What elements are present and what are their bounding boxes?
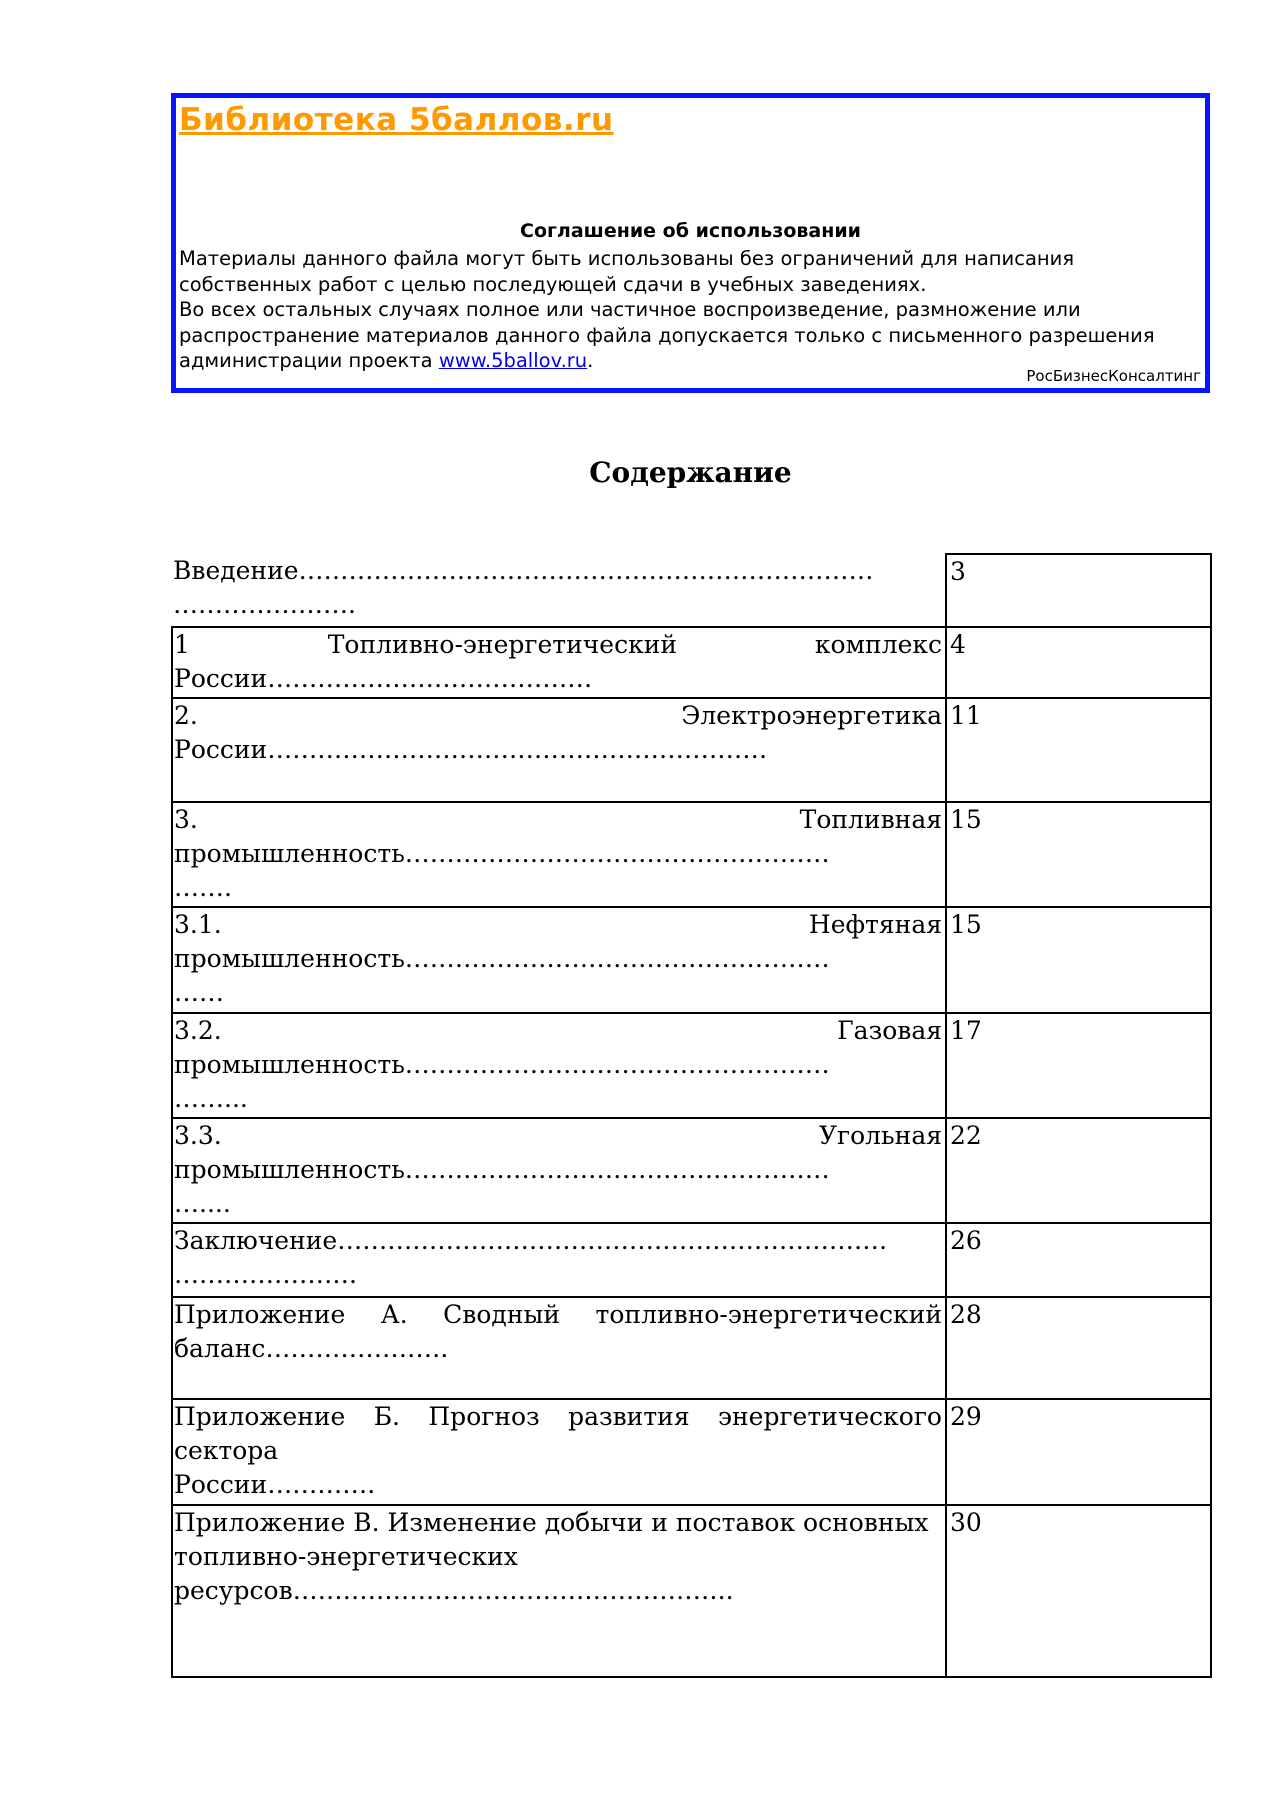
toc-entry-line: 3. Топливная [174,805,942,834]
agreement-body [179,246,1197,374]
toc-entry-line: ……. [174,873,232,902]
toc-row [172,1223,1211,1297]
toc-row [172,802,1211,907]
toc-entry-line: 3.2. Газовая [174,1016,942,1045]
toc-entry [172,1013,946,1118]
toc-title: Содержание [589,456,792,489]
toc-page-number: 17 [946,1013,1211,1118]
toc-entry-line: Приложение А. Сводный топливно-энергетический [174,1300,942,1329]
agreement-paragraph-2-text: Во всех остальных случаях полное или частичное воспроизведение, размножение или распространение материалов данного файла допускается только с письменного разрешения администрации проекта [179,298,1155,372]
toc-row [172,1118,1211,1223]
toc-entry-line: …………………. [173,590,356,619]
toc-entry-line: ….... [174,1189,231,1218]
toc-entry-line: 1 Топливно-энергетический комплекс [174,630,942,659]
toc-entry [172,698,946,802]
toc-entry-line: промышленность…………………………………………… [174,1155,830,1184]
library-title-link[interactable]: Библиотека 5баллов.ru [179,102,614,138]
toc-page-number: 29 [946,1399,1211,1505]
toc-entry [172,627,946,698]
toc-row [172,1399,1211,1505]
toc-entry-line: Приложение В. Изменение добычи и поставок основных [174,1508,929,1537]
toc-entry [172,1505,946,1677]
toc-table [171,553,1212,1678]
toc-entry-line: России…………. [174,1470,376,1499]
toc-page-number: 30 [946,1505,1211,1677]
toc-row [172,1013,1211,1118]
toc-entry-line: баланс…………………. [174,1334,449,1363]
site-link[interactable]: www.5ballov.ru [438,349,588,372]
toc-entry-line: промышленность…………………………………………… [174,839,830,868]
toc-entry-line: …………………. [174,1260,357,1289]
toc-page-number: 15 [946,907,1211,1013]
toc-entry [172,802,946,907]
toc-entry-line: 3.3. Угольная [174,1121,942,1150]
toc-page-number: 28 [946,1297,1211,1399]
toc-page-number: 26 [946,1223,1211,1297]
toc-entry [172,1399,946,1505]
toc-entry [172,1223,946,1297]
toc-row [172,1297,1211,1399]
toc-page-number: 22 [946,1118,1211,1223]
toc-row [172,554,1211,627]
toc-entry-line: России………………………………… [174,664,593,693]
toc-entry-line: промышленность…………………………………………… [174,944,830,973]
toc-entry-line: 2. Электроэнергетика [174,701,942,730]
toc-entry-line: Приложение Б. Прогноз развития энергетического сектора [174,1402,942,1465]
toc-row [172,698,1211,802]
usage-notice-box [171,93,1210,393]
toc-entry-line: промышленность…………………………………………… [174,1050,830,1079]
toc-entry-line: 3.1. Нефтяная [174,910,942,939]
toc-row [172,627,1211,698]
toc-row [172,907,1211,1013]
toc-entry-line: России…………………………………………………… [174,735,768,764]
toc-entry-line: …… [174,978,224,1007]
toc-page-number: 3 [946,554,1211,627]
toc-entry [172,907,946,1013]
agreement-title: Соглашение об использовании [520,220,861,242]
toc-row [172,1505,1211,1677]
toc-page-number: 11 [946,698,1211,802]
toc-entry-line: ресурсов…………………………………………….. [174,1576,734,1605]
toc-entry-line: Заключение………………………………………………………… [174,1226,888,1255]
company-name: РосБизнесКонсалтинг [1026,367,1201,385]
agreement-paragraph-2 [179,297,1197,374]
toc-entry [172,1297,946,1399]
toc-entry [172,1118,946,1223]
toc-entry-line: ……... [174,1084,248,1113]
toc-page-number: 15 [946,802,1211,907]
agreement-paragraph-2-end: . [587,349,594,372]
agreement-paragraph-1: Материалы данного файла могут быть использованы без ограничений для написания собственных работ с целью последующей сдачи в учебных заведениях. [179,247,1075,296]
toc-entry-line: топливно-энергетических [174,1542,518,1571]
toc-page-number: 4 [946,627,1211,698]
toc-entry [172,554,946,627]
toc-entry-line: Введение…………………………………………………………… [173,556,874,585]
